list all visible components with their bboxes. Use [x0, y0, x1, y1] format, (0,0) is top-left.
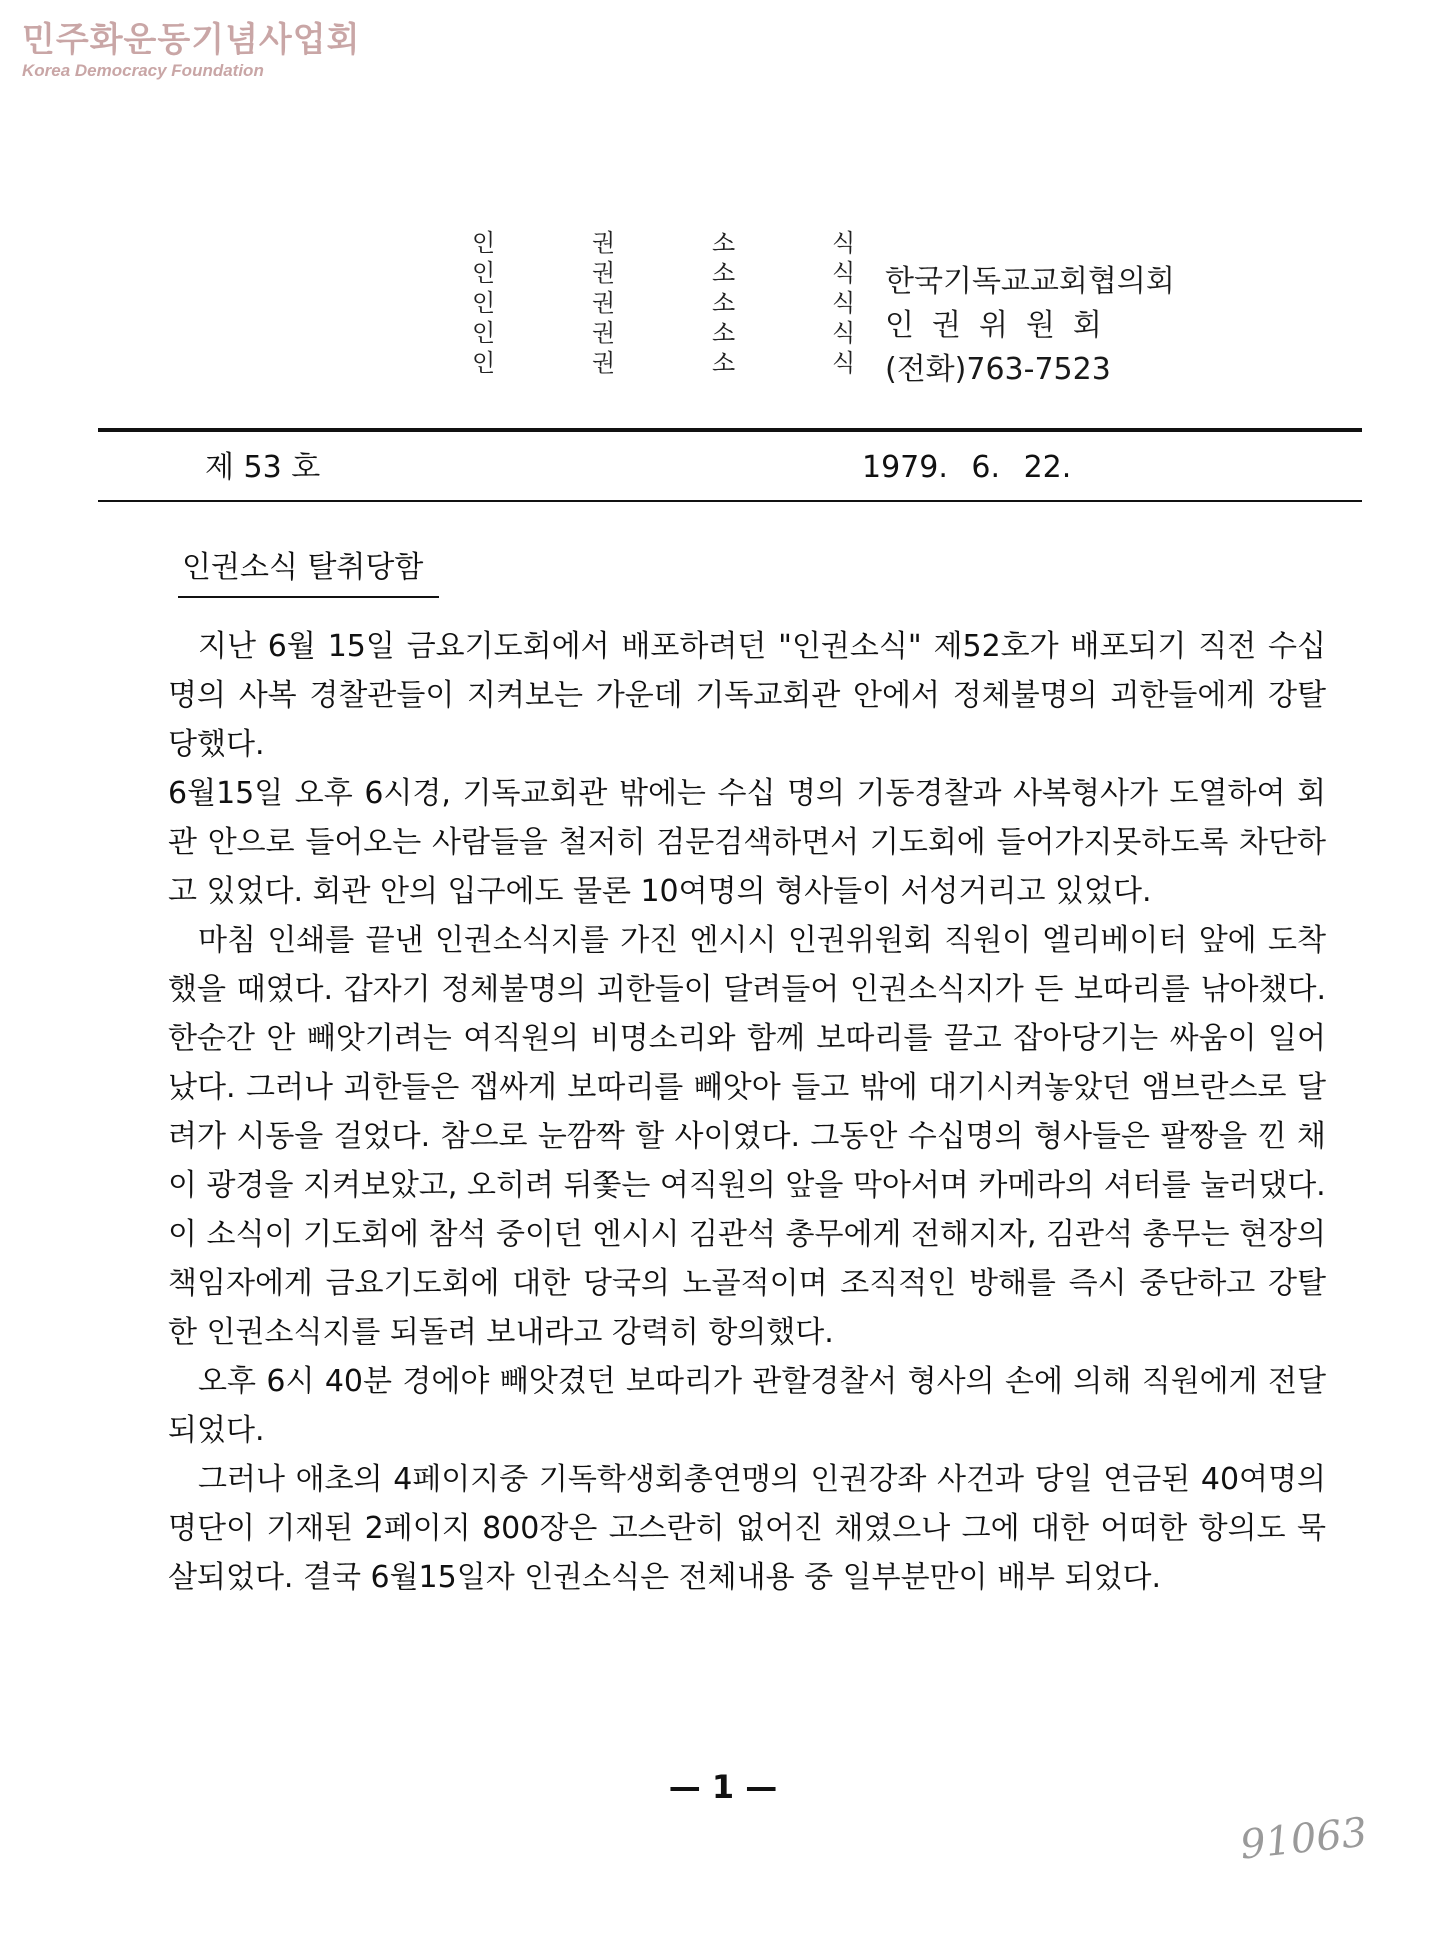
issue-date: 1979. 6. 22.: [862, 450, 1072, 485]
masthead-char: 인: [472, 229, 496, 257]
article-paragraph: 이 소식이 기도회에 참석 중이던 엔시시 김관석 총무에게 전해지자, 김관석 총무는 현장의 책임자에게 금요기도회에 대한 당국의 노골적이며 조직적인 방해를 즉시 중단하고 강탈한 인권소식지를 되돌려 보내라고 강력히 항의했다.: [168, 1217, 1326, 1350]
watermark-title-en: Korea Democracy Foundation: [22, 61, 264, 80]
masthead-column: [592, 228, 615, 378]
org-name: 한국기독교교회협의회: [885, 264, 1175, 299]
masthead-char: 소: [712, 319, 736, 347]
article-body: [168, 622, 1326, 1602]
masthead-char: 인: [472, 289, 496, 317]
phone-number: (전화)763-7523: [885, 352, 1111, 387]
masthead-char: 식: [832, 259, 856, 287]
masthead-char: 권: [592, 289, 616, 317]
watermark-title-ko: 민주화운동기념사업회: [22, 20, 361, 60]
masthead-char: 인: [472, 349, 496, 377]
masthead-char: 소: [712, 289, 736, 317]
header-rule-top: [98, 428, 1362, 432]
page-number: — 1 —: [668, 1768, 778, 1806]
watermark-logo: [22, 20, 360, 82]
article-paragraph: 오후 6시 40분 경에야 빼앗겼던 보따리가 관할경찰서 형사의 손에 의해 직원에게 전달되었다.: [168, 1364, 1326, 1448]
issue-number: 제 53 호: [205, 450, 321, 485]
article-paragraph: 지난 6월 15일 금요기도회에서 배포하려던 "인권소식" 제52호가 배포되기 직전 수십명의 사복 경찰관들이 지켜보는 가운데 기독교회관 안에서 정체불명의 괴한들에게 강탈 당했다.: [168, 629, 1326, 762]
article-paragraph: 마침 인쇄를 끝낸 인권소식지를 가진 엔시시 인권위원회 직원이 엘리베이터 앞에 도착했을 때였다. 갑자기 정체불명의 괴한들이 달려들어 인권소식지가 든 보따리를 낚아챘다. 한순간 안 빼앗기려는 여직원의 비명소리와 함께 보따리를 끌고 잡아당기는 싸움이 일어났다. 그러나 괴한들은 잽싸게 보따리를 빼앗아 들고 밖에 대기시켜놓았던 앰브란스로 달려가 시동을 걸었다. 참으로 눈깜짝 할 사이였다. 그동안 수십명의 형사들은 팔짱을 낀 채 이 광경을 지켜보았고, 오히려 뒤쫓는 여직원의 앞을 막아서며 카메라의 셔터를 눌러댔다.: [168, 923, 1326, 1203]
masthead-char: 소: [712, 259, 736, 287]
handwritten-note: 91063: [1237, 1809, 1370, 1869]
masthead-char: 식: [832, 289, 856, 317]
masthead-char: 소: [712, 229, 736, 257]
masthead-char: 권: [592, 319, 616, 347]
header-rule-bottom: [98, 500, 1362, 502]
masthead-char: 권: [592, 229, 616, 257]
article-paragraph: 그러나 애초의 4페이지중 기독학생회총연맹의 인권강좌 사건과 당일 연금된 40여명의 명단이 기재된 2페이지 800장은 고스란히 없어진 채였으나 그에 대한 어떠한 항의도 묵살되었다. 결국 6월15일자 인권소식은 전체내용 중 일부분만이 배부 되었다.: [168, 1462, 1326, 1595]
committee-name: 인권위원회: [885, 308, 1120, 343]
masthead-char: 소: [712, 349, 736, 377]
masthead: [460, 228, 1220, 398]
masthead-column: [832, 228, 855, 378]
masthead-char: 권: [592, 259, 616, 287]
masthead-char: 인: [472, 319, 496, 347]
article-headline: 인권소식 탈취당함: [178, 548, 439, 598]
publisher-info: [885, 260, 1175, 392]
masthead-char: 권: [592, 349, 616, 377]
masthead-char: 식: [832, 349, 856, 377]
masthead-char: 식: [832, 229, 856, 257]
masthead-column: [472, 228, 495, 378]
masthead-char: 인: [472, 259, 496, 287]
masthead-column: [712, 228, 735, 378]
masthead-char: 식: [832, 319, 856, 347]
article-paragraph: 6월15일 오후 6시경, 기독교회관 밖에는 수십 명의 기동경찰과 사복형사가 도열하여 회관 안으로 들어오는 사람들을 철저히 검문검색하면서 기도회에 들어가지못하도록 차단하고 있었다. 회관 안의 입구에도 물론 10여명의 형사들이 서성거리고 있었다.: [168, 776, 1326, 909]
